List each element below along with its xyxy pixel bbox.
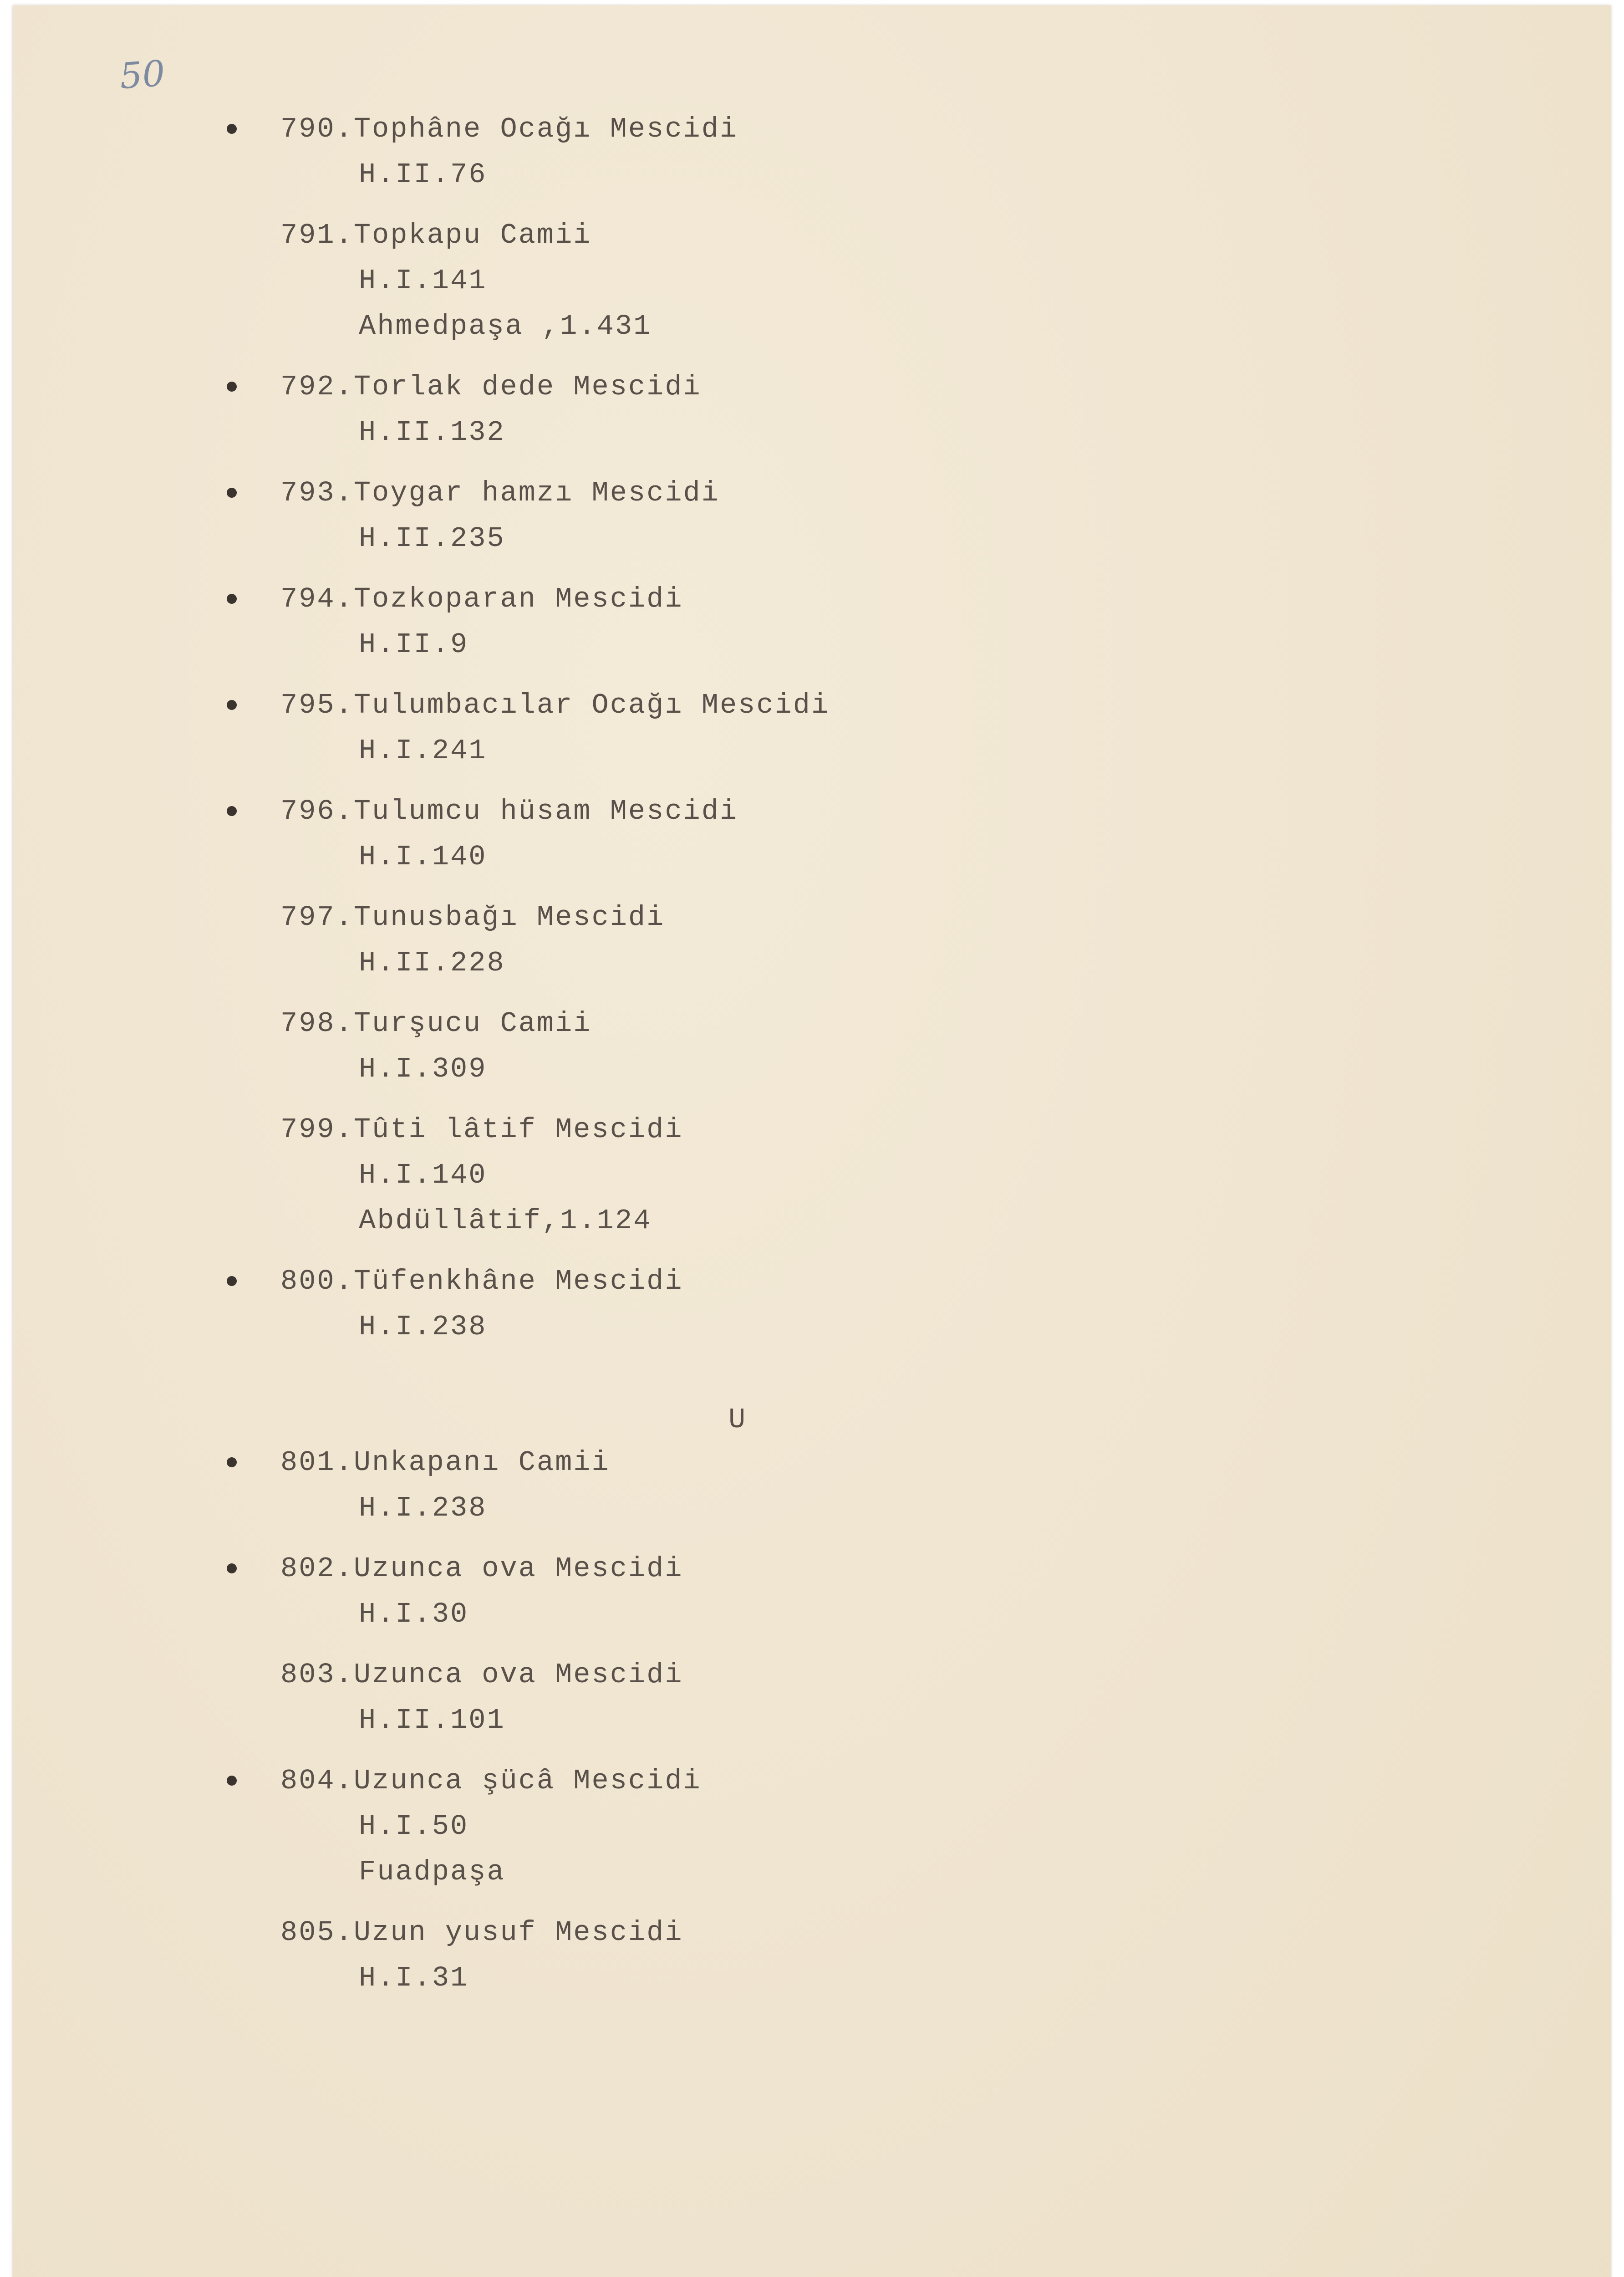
entry-reference: H.I.140 <box>359 1159 487 1191</box>
entry-title: 803.Uzunca ova Mescidi <box>280 1659 683 1691</box>
bullet-dot-icon <box>227 488 237 498</box>
entry-title: 805.Uzun yusuf Mescidi <box>280 1916 683 1949</box>
entry-reference: H.I.31 <box>359 1962 469 1994</box>
entry-reference: H.I.241 <box>359 735 487 767</box>
entry-reference: H.II.101 <box>359 1704 505 1736</box>
entry-list <box>13 5 1611 2277</box>
entry-title: 801.Unkapanı Camii <box>280 1446 610 1479</box>
entry-title: 792.Torlak dede Mescidi <box>280 371 702 403</box>
entry-reference: Fuadpaşa <box>359 1856 505 1888</box>
entry-title: 799.Tûti lâtif Mescidi <box>280 1113 683 1146</box>
entry-reference: H.II.9 <box>359 628 469 661</box>
bullet-dot-icon <box>227 700 237 710</box>
document-page <box>13 5 1611 2277</box>
entry-title: 800.Tüfenkhâne Mescidi <box>280 1265 683 1297</box>
bullet-dot-icon <box>227 1276 237 1286</box>
bullet-dot-icon <box>227 1457 237 1467</box>
entry-title: 804.Uzunca şücâ Mescidi <box>280 1765 702 1797</box>
entry-title: 795.Tulumbacılar Ocağı Mescidi <box>280 689 830 721</box>
entry-reference: H.I.50 <box>359 1810 469 1843</box>
section-heading-letter: U <box>728 1404 746 1436</box>
entry-reference: H.I.238 <box>359 1492 487 1524</box>
entry-reference: H.II.228 <box>359 947 505 979</box>
entry-reference: Ahmedpaşa ,1.431 <box>359 310 652 342</box>
bullet-dot-icon <box>227 1563 237 1573</box>
entry-title: 791.Topkapu Camii <box>280 219 592 251</box>
entry-reference: H.II.76 <box>359 158 487 191</box>
entry-reference: H.I.140 <box>359 841 487 873</box>
entry-title: 797.Tunusbağı Mescidi <box>280 901 665 934</box>
bullet-dot-icon <box>227 806 237 816</box>
entry-reference: H.I.30 <box>359 1598 469 1630</box>
entry-reference: Abdüllâtif,1.124 <box>359 1205 652 1237</box>
entry-title: 802.Uzunca ova Mescidi <box>280 1552 683 1585</box>
entry-title: 798.Turşucu Camii <box>280 1007 592 1040</box>
entry-reference: H.II.132 <box>359 416 505 449</box>
entry-reference: H.I.238 <box>359 1311 487 1343</box>
entry-reference: H.I.141 <box>359 265 487 297</box>
bullet-dot-icon <box>227 382 237 392</box>
entry-reference: H.II.235 <box>359 522 505 555</box>
page-number: 50 <box>118 53 167 97</box>
bullet-dot-icon <box>227 124 237 134</box>
entry-title: 793.Toygar hamzı Mescidi <box>280 477 720 509</box>
entry-reference: H.I.309 <box>359 1053 487 1085</box>
entry-title: 790.Tophâne Ocağı Mescidi <box>280 113 738 145</box>
bullet-dot-icon <box>227 1776 237 1786</box>
entry-title: 796.Tulumcu hüsam Mescidi <box>280 795 738 827</box>
entry-title: 794.Tozkoparan Mescidi <box>280 583 683 615</box>
bullet-dot-icon <box>227 594 237 604</box>
